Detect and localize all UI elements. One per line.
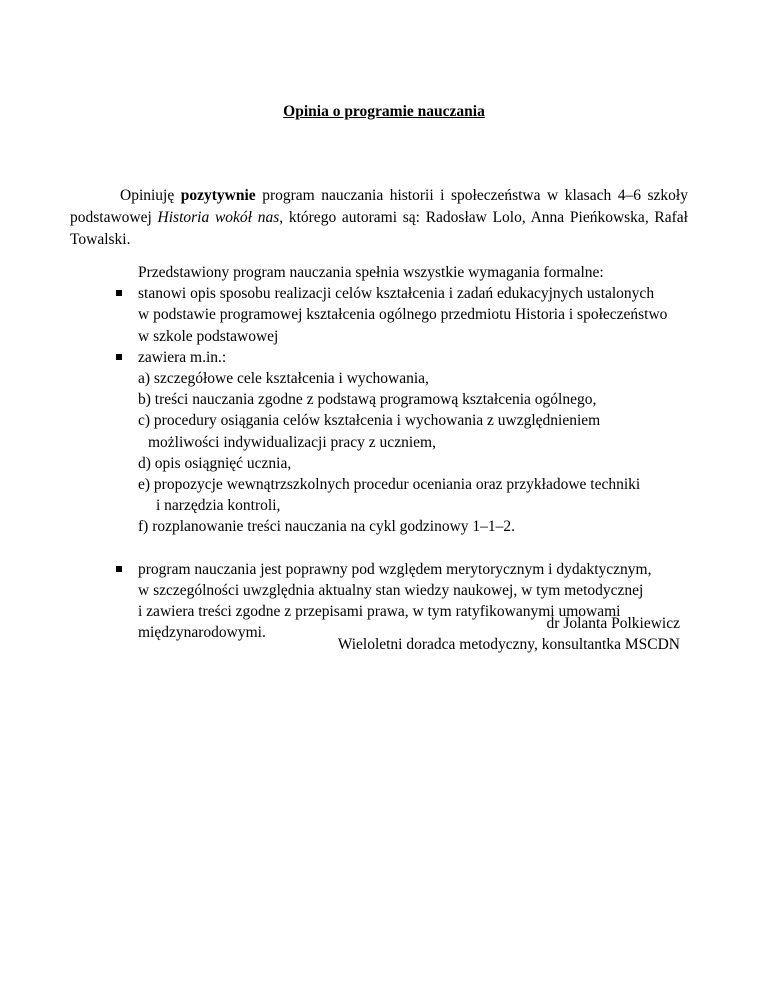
bullet1-line3: w szkole podstawowej <box>138 327 279 345</box>
requirements-section <box>70 262 688 643</box>
bullet3-line3: i zawiera treści zgodne z przepisami prawa, w tym ratyfikowanymi umowami <box>138 603 621 621</box>
intro-text-1: Opiniuję <box>120 187 181 204</box>
intro-text-2: program nauczania historii i społeczeństwa w klasach 4–6 szkoły podstawowej <box>70 187 688 226</box>
sub-item-b: b) treści nauczania zgodne z podstawą programową kształcenia ogólnego, <box>138 391 597 409</box>
bullet3-line2: w szczególności uwzględnia aktualny stan wiedzy naukowej, w tym metodycznej <box>138 581 644 599</box>
list-spacer <box>70 538 688 559</box>
sub-item-a: a) szczegółowe cele kształcenia i wychowania, <box>138 370 429 388</box>
bullet2-label: zawiera m.in.: <box>138 348 227 366</box>
intro-paragraph <box>70 185 688 251</box>
signature-block <box>338 613 680 655</box>
requirements-lead: Przedstawiony program nauczania spełnia wszystkie wymagania formalne: <box>138 264 604 281</box>
bullet3-line4: międzynarodowymi. <box>138 624 266 642</box>
list-item <box>70 283 688 347</box>
intro-text-3: , którego autorami są: Radosław Lolo, Anna Pieńkowska, Rafał Towalski. <box>70 209 688 248</box>
square-bullet-icon <box>116 290 122 296</box>
bullet1-line1: stanowi opis sposobu realizacji celów kształcenia i zadań edukacyjnych ustalonych <box>138 285 655 303</box>
bullet1-line2: w podstawie programowej kształcenia ogólnego przedmiotu Historia i społeczeństwo <box>138 306 668 324</box>
program-title: Historia wokół nas <box>157 209 280 226</box>
sub-item-e: e) propozycje wewnątrzszkolnych procedur oceniania oraz przykładowe techniki <box>138 476 641 494</box>
square-bullet-icon <box>116 354 122 360</box>
bullet3-line1: program nauczania jest poprawny pod względem merytorycznym i dydaktycznym, <box>138 560 652 578</box>
signature-name: dr Jolanta Polkiewicz <box>546 615 680 632</box>
list-item <box>70 347 688 538</box>
signature-role: Wieloletni doradca metodyczny, konsultantka MSCDN <box>337 636 680 653</box>
square-bullet-icon <box>116 566 122 572</box>
document-title: Opinia o programie nauczania <box>283 103 485 120</box>
requirements-list <box>70 283 688 643</box>
sub-item-f: f) rozplanowanie treści nauczania na cykl godzinowy 1–1–2. <box>138 518 516 536</box>
sub-item-c: c) procedury osiągania celów kształcenia i wychowania z uwzględnieniem <box>138 412 601 430</box>
intro-bold-text: pozytywnie <box>180 187 256 204</box>
sub-item-c-continued: możliwości indywidualizacji pracy z uczniem, <box>148 433 436 451</box>
sub-item-d: d) opis osiągnięć ucznia, <box>138 454 292 472</box>
sub-item-e-continued: i narzędzia kontroli, <box>156 497 281 515</box>
